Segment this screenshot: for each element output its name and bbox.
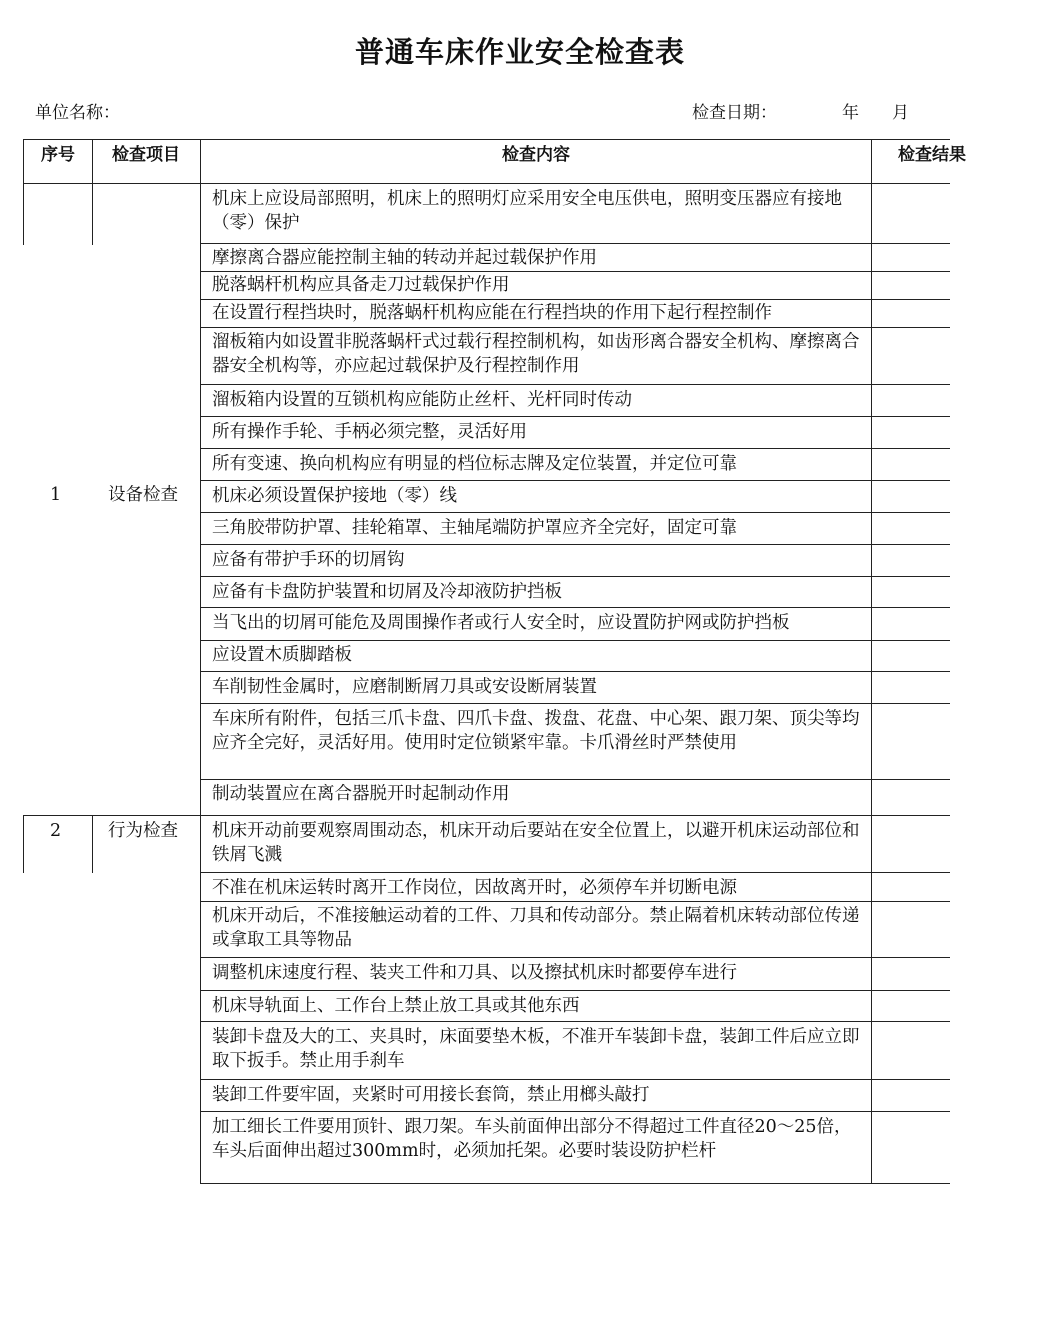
checklist-row: 不准在机床运转时离开工作岗位，因故离开时，必须停车并切断电源 xyxy=(212,878,737,898)
section-2-item: 行为检查 xyxy=(108,821,178,841)
table-rule xyxy=(200,1111,950,1112)
header-result: 检查结果 xyxy=(898,145,966,165)
table-rule xyxy=(200,544,950,545)
checklist-row: 装卸卡盘及大的工、夹具时，床面要垫木板，不准开车装卸卡盘，装卸工件后应立即取下扳手。禁止用手刹车 xyxy=(212,1027,860,1071)
table-rule xyxy=(200,640,950,641)
table-rule xyxy=(23,139,24,245)
checklist-row: 当飞出的切屑可能危及周围操作者或行人安全时，应设置防护网或防护挡板 xyxy=(212,613,790,633)
checklist-row: 在设置行程挡块时，脱落蜗杆机构应能在行程挡块的作用下起行程控制作 xyxy=(212,303,772,323)
table-rule xyxy=(200,703,950,704)
table-rule xyxy=(200,243,950,244)
checklist-row: 机床导轨面上、工作台上禁止放工具或其他东西 xyxy=(212,996,580,1016)
header-item: 检查项目 xyxy=(112,145,180,165)
table-rule xyxy=(200,448,950,449)
header-no: 序号 xyxy=(41,145,75,165)
table-rule xyxy=(24,183,950,184)
checklist-row: 调整机床速度行程、装夹工件和刀具、以及擦拭机床时都要停车进行 xyxy=(212,963,737,983)
page-title: 普通车床作业安全检查表 xyxy=(354,35,685,69)
checklist-row: 制动装置应在离合器脱开时起制动作用 xyxy=(212,784,510,804)
checklist-row: 溜板箱内设置的互锁机构应能防止丝杆、光杆同时传动 xyxy=(212,390,632,410)
checklist-row: 所有变速、换向机构应有明显的档位标志牌及定位装置，并定位可靠 xyxy=(212,454,737,474)
table-rule xyxy=(200,271,950,272)
year-label: 年 xyxy=(842,103,859,123)
checklist-row: 机床必须设置保护接地（零）线 xyxy=(212,486,457,506)
table-rule xyxy=(200,872,950,873)
checklist-row: 所有操作手轮、手柄必须完整，灵活好用 xyxy=(212,422,527,442)
table-rule xyxy=(200,416,950,417)
checklist-row: 脱落蜗杆机构应具备走刀过载保护作用 xyxy=(212,275,510,295)
table-rule xyxy=(24,815,950,816)
table-rule xyxy=(871,139,872,1184)
unit-name-label: 单位名称： xyxy=(35,103,120,123)
checklist-row: 应设置木质脚踏板 xyxy=(212,645,352,665)
checklist-row: 装卸工件要牢固，夹紧时可用接长套筒，禁止用榔头敲打 xyxy=(212,1085,650,1105)
table-rule xyxy=(23,815,24,873)
table-rule xyxy=(200,512,950,513)
table-rule xyxy=(200,779,950,780)
checklist-row: 车床所有附件，包括三爪卡盘、四爪卡盘、拨盘、花盘、中心架、跟刀架、顶尖等均应齐全完好，灵活好用。使用时定位锁紧牢靠。卡爪滑丝时严禁使用 xyxy=(212,709,860,753)
table-rule xyxy=(200,607,950,608)
inspection-date-label: 检查日期： xyxy=(692,103,777,123)
table-rule xyxy=(200,901,950,902)
table-rule xyxy=(200,990,950,991)
checklist-row: 三角胶带防护罩、挂轮箱罩、主轴尾端防护罩应齐全完好，固定可靠 xyxy=(212,518,737,538)
table-rule xyxy=(200,139,201,1184)
month-label: 月 xyxy=(892,103,909,123)
table-rule xyxy=(92,815,93,873)
table-rule xyxy=(200,1079,950,1080)
header-content: 检查内容 xyxy=(502,145,570,165)
table-rule xyxy=(200,576,950,577)
checklist-row: 加工细长工件要用顶针、跟刀架。车头前面伸出部分不得超过工件直径20～25倍，车头后面伸出超过300mm时，必须加托架。必要时装设防护栏杆 xyxy=(212,1117,852,1161)
checklist-row: 机床开动前要观察周围动态，机床开动后要站在安全位置上，以避开机床运动部位和铁屑飞溅 xyxy=(212,821,860,865)
table-rule xyxy=(92,139,93,245)
table-rule xyxy=(24,139,950,140)
table-rule xyxy=(200,299,950,300)
checklist-row: 应备有卡盘防护装置和切屑及冷却液防护挡板 xyxy=(212,582,562,602)
checklist-row: 应备有带护手环的切屑钩 xyxy=(212,550,405,570)
checklist-row: 溜板箱内如设置非脱落蜗杆式过载行程控制机构，如齿形离合器安全机构、摩擦离合器安全机构等，亦应起过载保护及行程控制作用 xyxy=(212,332,860,376)
table-rule xyxy=(200,480,950,481)
table-rule xyxy=(200,1021,950,1022)
table-rule xyxy=(200,1183,950,1184)
table-rule xyxy=(200,957,950,958)
checklist-row: 机床上应设局部照明，机床上的照明灯应采用安全电压供电，照明变压器应有接地（零）保护 xyxy=(212,189,842,233)
section-1-item: 设备检查 xyxy=(108,485,178,505)
table-rule xyxy=(200,671,950,672)
table-rule xyxy=(200,384,950,385)
section-1-no: 1 xyxy=(50,485,62,505)
checklist-row: 摩擦离合器应能控制主轴的转动并起过载保护作用 xyxy=(212,248,597,268)
checklist-row: 机床开动后，不准接触运动着的工件、刀具和传动部分。禁止隔着机床转动部位传递或拿取工具等物品 xyxy=(212,906,860,950)
section-2-no: 2 xyxy=(50,821,62,841)
checklist-row: 车削韧性金属时，应磨制断屑刀具或安设断屑装置 xyxy=(212,677,597,697)
table-rule xyxy=(200,327,950,328)
